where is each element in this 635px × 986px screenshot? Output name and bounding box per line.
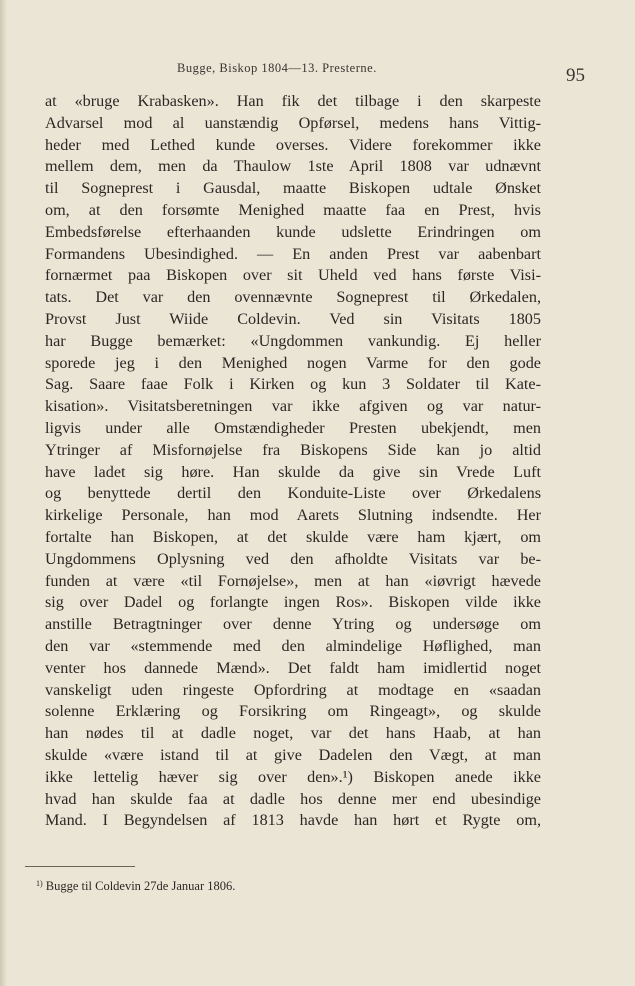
text-line: sporede jeg i den Menighed nogen Varme for den gode — [45, 353, 541, 372]
page-header — [45, 61, 585, 91]
running-head: Bugge, Biskop 1804—13. Presterne. — [177, 61, 377, 75]
page-edge — [0, 0, 7, 986]
text-line: ligvis under alle Omstændigheder Presten ubekjendt, men — [45, 418, 541, 437]
text-line: heder med Lethed kunde overses. Videre forekommer ikke — [45, 135, 541, 154]
text-line: Provst Just Wiide Coldevin. Ved sin Visitats 1805 — [45, 309, 541, 328]
text-line: Formandens Ubesindighed. — En anden Prest var aabenbart — [45, 244, 541, 263]
text-line: sig over Dadel og forlangte ingen Ros». Biskopen vilde ikke — [45, 593, 541, 612]
text-line: at «bruge Krabasken». Han fik det tilbage i den skarpeste — [45, 92, 541, 110]
text-line: ikke lettelig hæver sig over den».¹) Biskopen anede ikke — [45, 767, 541, 786]
text-line: kisation». Visitatsberetningen var ikke afgiven og var natur- — [45, 397, 541, 416]
footnote-marker: 1) — [36, 879, 43, 888]
text-line: have ladet sig høre. Han skulde da give sin Vrede Luft — [45, 462, 541, 481]
text-line: han nødes til at dadle noget, var det hans Haab, at han — [45, 724, 541, 743]
text-line: solenne Erklæring og Forsikring om Ringeagt», og skulde — [45, 702, 541, 721]
text-line: hvad han skulde faa at dadle hos denne mer end ubesindige — [45, 789, 541, 808]
text-line: anstille Betragtninger over denne Ytring og undersøge om — [45, 615, 541, 634]
text-line: kirkelige Personale, han mod Aarets Slutning indsendte. Her — [45, 506, 541, 525]
text-line: til Sogneprest i Gausdal, maatte Biskopen udtale Ønsket — [45, 179, 541, 198]
text-line: fortalte han Biskopen, at det skulde være ham kjært, om — [45, 527, 541, 546]
text-line: vanskeligt uden ringeste Opfordring at modtage en «saadan — [45, 680, 541, 699]
text-line: tats. Det var den ovennævnte Sogneprest til Ørkedalen, — [45, 288, 541, 307]
footnote-text: Bugge til Coldevin 27de Januar 1806. — [45, 879, 236, 893]
text-line: har Bugge bemærket: «Ungdommen vankundig. Ej heller — [45, 331, 541, 350]
text-line: mellem dem, men da Thaulow 1ste April 1808 var udnævnt — [45, 157, 541, 176]
page-number: 95 — [566, 65, 585, 86]
footnote-rule — [25, 866, 135, 867]
text-line: Ytringer af Misfornøjelse fra Biskopens Side kan jo altid — [45, 440, 541, 459]
text-line: Ungdommens Oplysning ved den afholdte Visitats var be- — [45, 549, 541, 568]
text-line: fornærmet paa Biskopen over sit Uheld ved hans første Visi- — [45, 266, 541, 285]
text-line: Embedsførelse efterhaanden kunde udslette Erindringen om — [45, 222, 541, 241]
text-line: Sag. Saare faae Folk i Kirken og kun 3 Soldater til Kate- — [45, 375, 541, 394]
text-line: funden at være «til Fornøjelse», men at han «iøvrigt hævede — [45, 571, 541, 590]
text-line: venter hos dannede Mænd». Det faldt ham imidlertid noget — [45, 658, 541, 677]
body-text — [45, 91, 541, 832]
footnote — [36, 879, 235, 894]
text-line: den var «stemmende med den almindelige Høflighed, man — [45, 636, 541, 655]
text-line: Mand. I Begyndelsen af 1813 havde han hørt et Rygte om, — [45, 811, 541, 830]
text-line: om, at den forsømte Menighed maatte faa en Prest, hvis — [45, 200, 541, 219]
text-line: skulde «være istand til at give Dadelen den Vægt, at man — [45, 745, 541, 764]
text-line: Advarsel mod al uanstændig Opførsel, medens hans Vittig- — [45, 113, 541, 132]
text-line: og benyttede dertil den Konduite-Liste over Ørkedalens — [45, 484, 541, 503]
